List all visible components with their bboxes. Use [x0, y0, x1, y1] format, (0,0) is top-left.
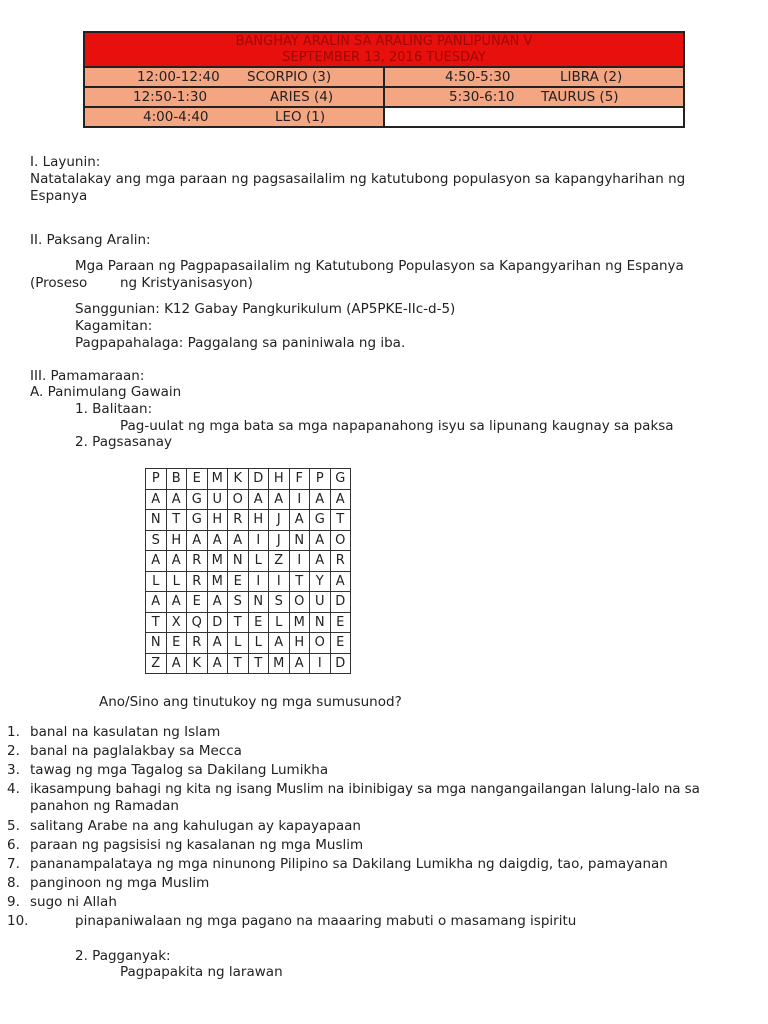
panimulang-gawain: A. Panimulang Gawain	[30, 384, 182, 400]
grid-letter: M	[207, 571, 228, 592]
layunin-heading: I. Layunin:	[30, 154, 101, 170]
grid-row	[146, 510, 351, 531]
pagsasanay-label: 2. Pagsasanay	[75, 434, 172, 450]
grid-letter: E	[330, 612, 351, 633]
sanggunian: Sanggunian: K12 Gabay Pangkurikulum (AP5PKE-IIc-d-5)	[75, 301, 456, 317]
grid-letter: S	[269, 592, 290, 613]
grid-row	[146, 489, 351, 510]
schedule-time: 5:30-6:10	[449, 89, 515, 105]
grid-letter: E	[228, 571, 249, 592]
grid-letter: N	[310, 612, 331, 633]
question-number: 2.	[7, 743, 20, 759]
question-text-continued: panahon ng Ramadan	[30, 798, 179, 814]
question-text: banal na kasulatan ng Islam	[30, 724, 221, 740]
grid-letter: A	[207, 592, 228, 613]
pagganyak-heading: 2. Pagganyak:	[75, 948, 171, 964]
grid-letter: G	[187, 489, 208, 510]
grid-letter: I	[289, 551, 310, 572]
grid-letter: L	[248, 633, 269, 654]
pamamaraan-heading: III. Pamamaraan:	[30, 368, 145, 384]
pagganyak-text: Pagpapakita ng larawan	[120, 964, 283, 980]
grid-letter: A	[289, 653, 310, 674]
grid-letter: N	[146, 510, 167, 531]
pagpapahalaga: Pagpapahalaga: Paggalang sa paniniwala ng iba.	[75, 335, 406, 351]
kagamitan: Kagamitan:	[75, 318, 153, 334]
question-text: banal na paglalakbay sa Mecca	[30, 743, 242, 759]
grid-letter: A	[166, 653, 187, 674]
grid-letter: B	[166, 469, 187, 490]
question-text: tawag ng mga Tagalog sa Dakilang Lumikha	[30, 762, 329, 778]
balitaan-label: 1. Balitaan:	[75, 401, 153, 417]
grid-letter: N	[289, 530, 310, 551]
grid-letter: A	[248, 489, 269, 510]
layunin-text-line1: Natatalakay ang mga paraan ng pagsasailalim ng katutubong populasyon sa kapangyharihan ng	[30, 171, 686, 187]
grid-letter: D	[248, 469, 269, 490]
grid-letter: F	[289, 469, 310, 490]
grid-letter: K	[228, 469, 249, 490]
grid-letter: T	[330, 510, 351, 531]
lesson-date: SEPTEMBER 13, 2016 TUESDAY	[282, 50, 486, 65]
grid-letter: D	[330, 592, 351, 613]
question-text: panginoon ng mga Muslim	[30, 875, 210, 891]
grid-letter: A	[269, 633, 290, 654]
grid-row	[146, 592, 351, 613]
grid-letter: I	[248, 571, 269, 592]
grid-letter: I	[310, 653, 331, 674]
question-number: 10.	[7, 913, 29, 929]
grid-letter: K	[187, 653, 208, 674]
grid-letter: L	[146, 571, 167, 592]
schedule-cell-left	[85, 68, 383, 86]
paksa-title-line1: Mga Paraan ng Pagpapasailalim ng Katutubong Populasyon sa Kapangyarihan ng Espanya	[75, 258, 684, 274]
grid-row	[146, 571, 351, 592]
question-number: 6.	[7, 837, 20, 853]
lesson-plan-title: BANGHAY ARALIN SA ARALING PANLIPUNAN V	[235, 34, 533, 49]
grid-letter: J	[269, 510, 290, 531]
grid-letter: Z	[146, 653, 167, 674]
grid-row	[146, 612, 351, 633]
grid-letter: R	[228, 510, 249, 531]
schedule-section: LIBRA (2)	[560, 69, 623, 85]
grid-letter: O	[228, 489, 249, 510]
grid-letter: T	[146, 612, 167, 633]
grid-letter: A	[269, 489, 290, 510]
question-text: salitang Arabe na ang kahulugan ay kapayapaan	[30, 818, 361, 834]
grid-letter: A	[187, 530, 208, 551]
grid-letter: L	[248, 551, 269, 572]
word-search-grid	[145, 468, 351, 674]
grid-letter: A	[146, 551, 167, 572]
grid-letter: A	[228, 530, 249, 551]
grid-letter: Y	[310, 571, 331, 592]
grid-letter: T	[289, 571, 310, 592]
grid-letter: E	[248, 612, 269, 633]
question-number: 1.	[7, 724, 20, 740]
grid-letter: M	[269, 653, 290, 674]
schedule-row	[85, 68, 683, 88]
grid-row	[146, 551, 351, 572]
grid-letter: O	[289, 592, 310, 613]
grid-row	[146, 653, 351, 674]
grid-letter: H	[289, 633, 310, 654]
grid-letter: A	[207, 653, 228, 674]
grid-letter: L	[269, 612, 290, 633]
grid-letter: A	[166, 592, 187, 613]
schedule-cell-left	[85, 108, 383, 126]
question-text: sugo ni Allah	[30, 894, 117, 910]
grid-letter: A	[207, 530, 228, 551]
grid-letter: L	[228, 633, 249, 654]
grid-letter: T	[228, 653, 249, 674]
grid-letter: A	[166, 551, 187, 572]
grid-letter: H	[248, 510, 269, 531]
grid-letter: O	[330, 530, 351, 551]
grid-letter: A	[310, 530, 331, 551]
grid-letter: E	[166, 633, 187, 654]
schedule-time: 4:00-4:40	[143, 109, 209, 125]
layunin-text-line2: Espanya	[30, 188, 88, 204]
table-header	[85, 33, 683, 68]
grid-letter: I	[269, 571, 290, 592]
grid-letter: A	[330, 489, 351, 510]
grid-letter: G	[187, 510, 208, 531]
grid-letter: T	[166, 510, 187, 531]
grid-letter: P	[146, 469, 167, 490]
question-number: 5.	[7, 818, 20, 834]
grid-letter: S	[146, 530, 167, 551]
grid-row	[146, 530, 351, 551]
grid-letter: I	[248, 530, 269, 551]
grid-row	[146, 469, 351, 490]
grid-letter: J	[269, 530, 290, 551]
grid-letter: T	[228, 612, 249, 633]
grid-letter: L	[166, 571, 187, 592]
grid-letter: D	[207, 612, 228, 633]
schedule-section: TAURUS (5)	[541, 89, 619, 105]
schedule-cell-left	[85, 88, 383, 106]
question-number: 8.	[7, 875, 20, 891]
question-prompt: Ano/Sino ang tinutukoy ng mga sumusunod?	[99, 694, 402, 710]
grid-row	[146, 633, 351, 654]
grid-letter: A	[146, 489, 167, 510]
schedule-cell-right	[383, 88, 683, 106]
schedule-section: ARIES (4)	[270, 89, 334, 105]
schedule-table	[83, 31, 685, 128]
grid-letter: M	[207, 551, 228, 572]
grid-letter: E	[187, 469, 208, 490]
grid-letter: N	[228, 551, 249, 572]
grid-letter: G	[330, 469, 351, 490]
grid-letter: H	[207, 510, 228, 531]
question-number: 9.	[7, 894, 20, 910]
grid-letter: R	[187, 551, 208, 572]
grid-letter: M	[207, 469, 228, 490]
grid-letter: Q	[187, 612, 208, 633]
grid-letter: I	[289, 489, 310, 510]
question-text: pananampalataya ng mga ninunong Pilipino sa Dakilang Lumikha ng daigdig, tao, pamayanan	[30, 856, 668, 872]
grid-letter: Z	[269, 551, 290, 572]
grid-letter: T	[248, 653, 269, 674]
grid-letter: R	[330, 551, 351, 572]
schedule-section: LEO (1)	[275, 109, 326, 125]
grid-letter: A	[330, 571, 351, 592]
grid-letter: R	[187, 571, 208, 592]
grid-letter: U	[207, 489, 228, 510]
question-text: ikasampung bahagi ng kita ng isang Muslim na ibinibigay sa mga nangangailangan lalung-lalo na sa	[30, 781, 700, 797]
grid-letter: D	[330, 653, 351, 674]
grid-letter: E	[330, 633, 351, 654]
schedule-time: 4:50-5:30	[445, 69, 511, 85]
paksa-heading: II. Paksang Aralin:	[30, 232, 151, 248]
schedule-section: SCORPIO (3)	[247, 69, 332, 85]
grid-letter: M	[289, 612, 310, 633]
question-text: paraan ng pagsisisi ng kasalanan ng mga Muslim	[30, 837, 364, 853]
grid-letter: A	[310, 551, 331, 572]
schedule-row	[85, 108, 683, 126]
balitaan-text: Pag-uulat ng mga bata sa mga napapanahong isyu sa lipunang kaugnay sa paksa	[120, 418, 674, 434]
grid-letter: N	[248, 592, 269, 613]
grid-letter: A	[310, 489, 331, 510]
grid-letter: A	[289, 510, 310, 531]
question-text: pinapaniwalaan ng mga pagano na maaaring mabuti o masamang ispiritu	[75, 913, 577, 929]
question-number: 7.	[7, 856, 20, 872]
grid-letter: A	[207, 633, 228, 654]
grid-letter: N	[146, 633, 167, 654]
grid-letter: X	[166, 612, 187, 633]
grid-letter: S	[228, 592, 249, 613]
grid-letter: E	[187, 592, 208, 613]
paksa-title-line2a: (Proseso	[30, 275, 88, 291]
schedule-cell-right	[383, 108, 683, 126]
schedule-cell-right	[383, 68, 683, 86]
schedule-time: 12:00-12:40	[137, 69, 220, 85]
question-number: 3.	[7, 762, 20, 778]
grid-letter: A	[166, 489, 187, 510]
grid-letter: H	[166, 530, 187, 551]
grid-letter: R	[187, 633, 208, 654]
grid-letter: P	[310, 469, 331, 490]
grid-letter: A	[146, 592, 167, 613]
grid-letter: O	[310, 633, 331, 654]
question-number: 4.	[7, 781, 20, 797]
grid-letter: G	[310, 510, 331, 531]
grid-letter: U	[310, 592, 331, 613]
schedule-time: 12:50-1:30	[133, 89, 208, 105]
grid-letter: H	[269, 469, 290, 490]
schedule-row	[85, 88, 683, 108]
paksa-title-line2b: ng Kristyanisasyon)	[120, 275, 253, 291]
